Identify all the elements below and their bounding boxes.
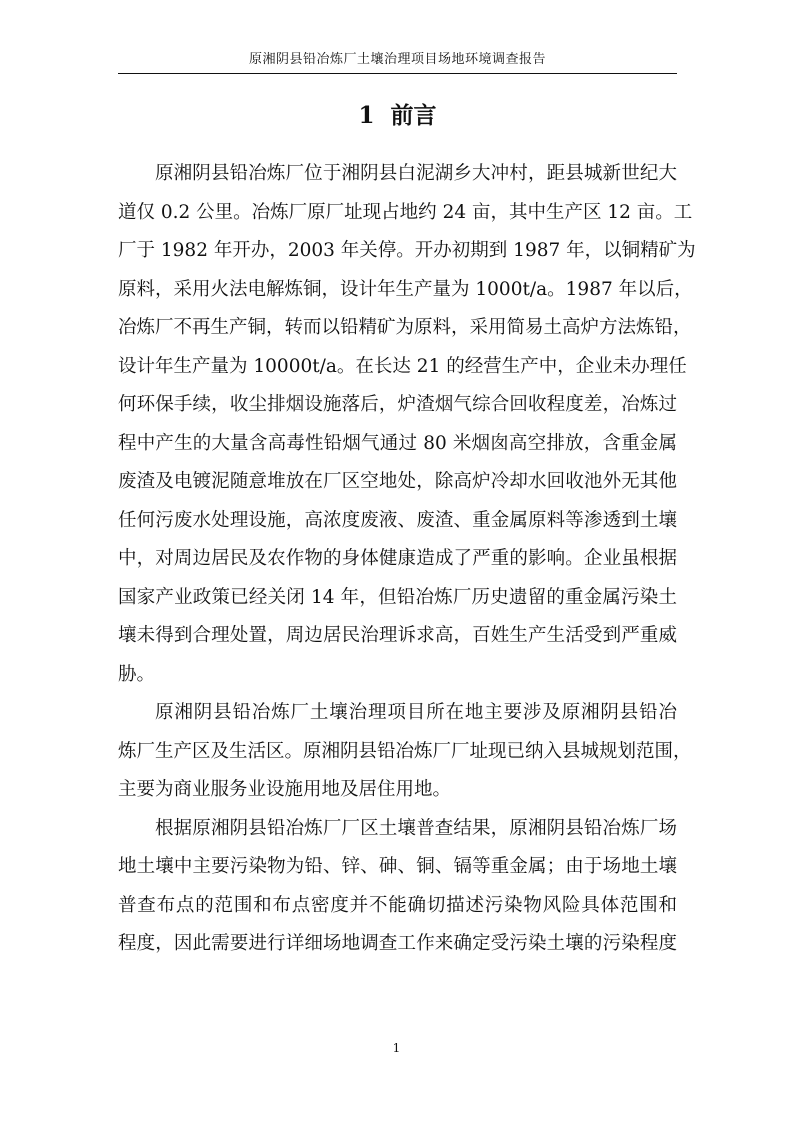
text-line: 胁。 [118,663,156,685]
section-title [118,100,677,132]
header-divider [118,73,677,74]
page-number: 1 [392,1041,401,1055]
section-number: 1 [358,102,375,129]
text-line: 根据原湘阴县铅冶炼厂厂区土壤普查结果，原湘阴县铅冶炼厂场 [155,817,677,839]
text-line: 地土壤中主要污染物为铅、锌、砷、铜、镉等重金属；由于场地土壤 [118,856,677,877]
text-line: 任何污废水处理设施，高浓度废液、废渣、重金属原料等渗透到土壤 [118,509,677,531]
text-line: 壤未得到合理处置，周边居民治理诉求高，百姓生产生活受到严重威 [118,625,677,646]
text-line: 国家产业政策已经关闭 14 年，但铅冶炼厂历史遗留的重金属污染土 [118,586,677,608]
text-line: 原湘阴县铅冶炼厂位于湘阴县白泥湖乡大冲村，距县城新世纪大 [155,163,677,184]
body-text [118,155,696,964]
text-line: 道仅 0.2 公里。冶炼厂原厂址现占地约 24 亩，其中生产区 12 亩。工 [118,201,693,223]
text-line: 中，对周边居民及农作物的身体健康造成了严重的影响。企业虽根据 [118,548,677,569]
text-line: 炼厂生产区及生活区。原湘阴县铅冶炼厂厂址现已纳入县城规划范围， [118,740,692,762]
text-line: 程中产生的大量含高毒性铅烟气通过 80 米烟囱高空排放，含重金属 [118,432,677,454]
text-line: 原湘阴县铅冶炼厂土壤治理项目所在地主要涉及原湘阴县铅冶 [155,702,677,723]
paragraph-1 [118,155,696,694]
text-line: 普查布点的范围和布点密度并不能确切描述污染物风险具体范围和 [118,894,677,916]
paragraph-2 [118,694,692,810]
text-line: 程度，因此需要进行详细场地调查工作来确定受污染土壤的污染程度 [118,933,677,954]
running-header: 原湘阴县铅冶炼厂土壤治理项目场地环境调查报告 [248,52,546,67]
text-line: 废渣及电镀泥随意堆放在厂区空地处，除高炉冷却水回收池外无其他 [118,471,677,492]
text-line: 何环保手续，收尘排烟设施落后，炉渣烟气综合回收程度差，冶炼过 [118,394,677,415]
section-title-text: 前言 [390,102,437,129]
text-line: 冶炼厂不再生产铜，转而以铅精矿为原料，采用简易土高炉方法炼铅， [118,317,692,338]
text-line: 原料，采用火法电解炼铜，设计年生产量为 1000t/a。1987 年以后， [118,278,693,300]
text-line: 厂于 1982 年开办，2003 年关停。开办初期到 1987 年，以铜精矿为 [118,240,696,261]
paragraph-3 [118,810,677,964]
text-line: 设计年生产量为 10000t/a。在长达 21 的经营生产中，企业未办理任 [118,355,687,377]
text-line: 主要为商业服务业设施用地及居住用地。 [118,779,452,800]
